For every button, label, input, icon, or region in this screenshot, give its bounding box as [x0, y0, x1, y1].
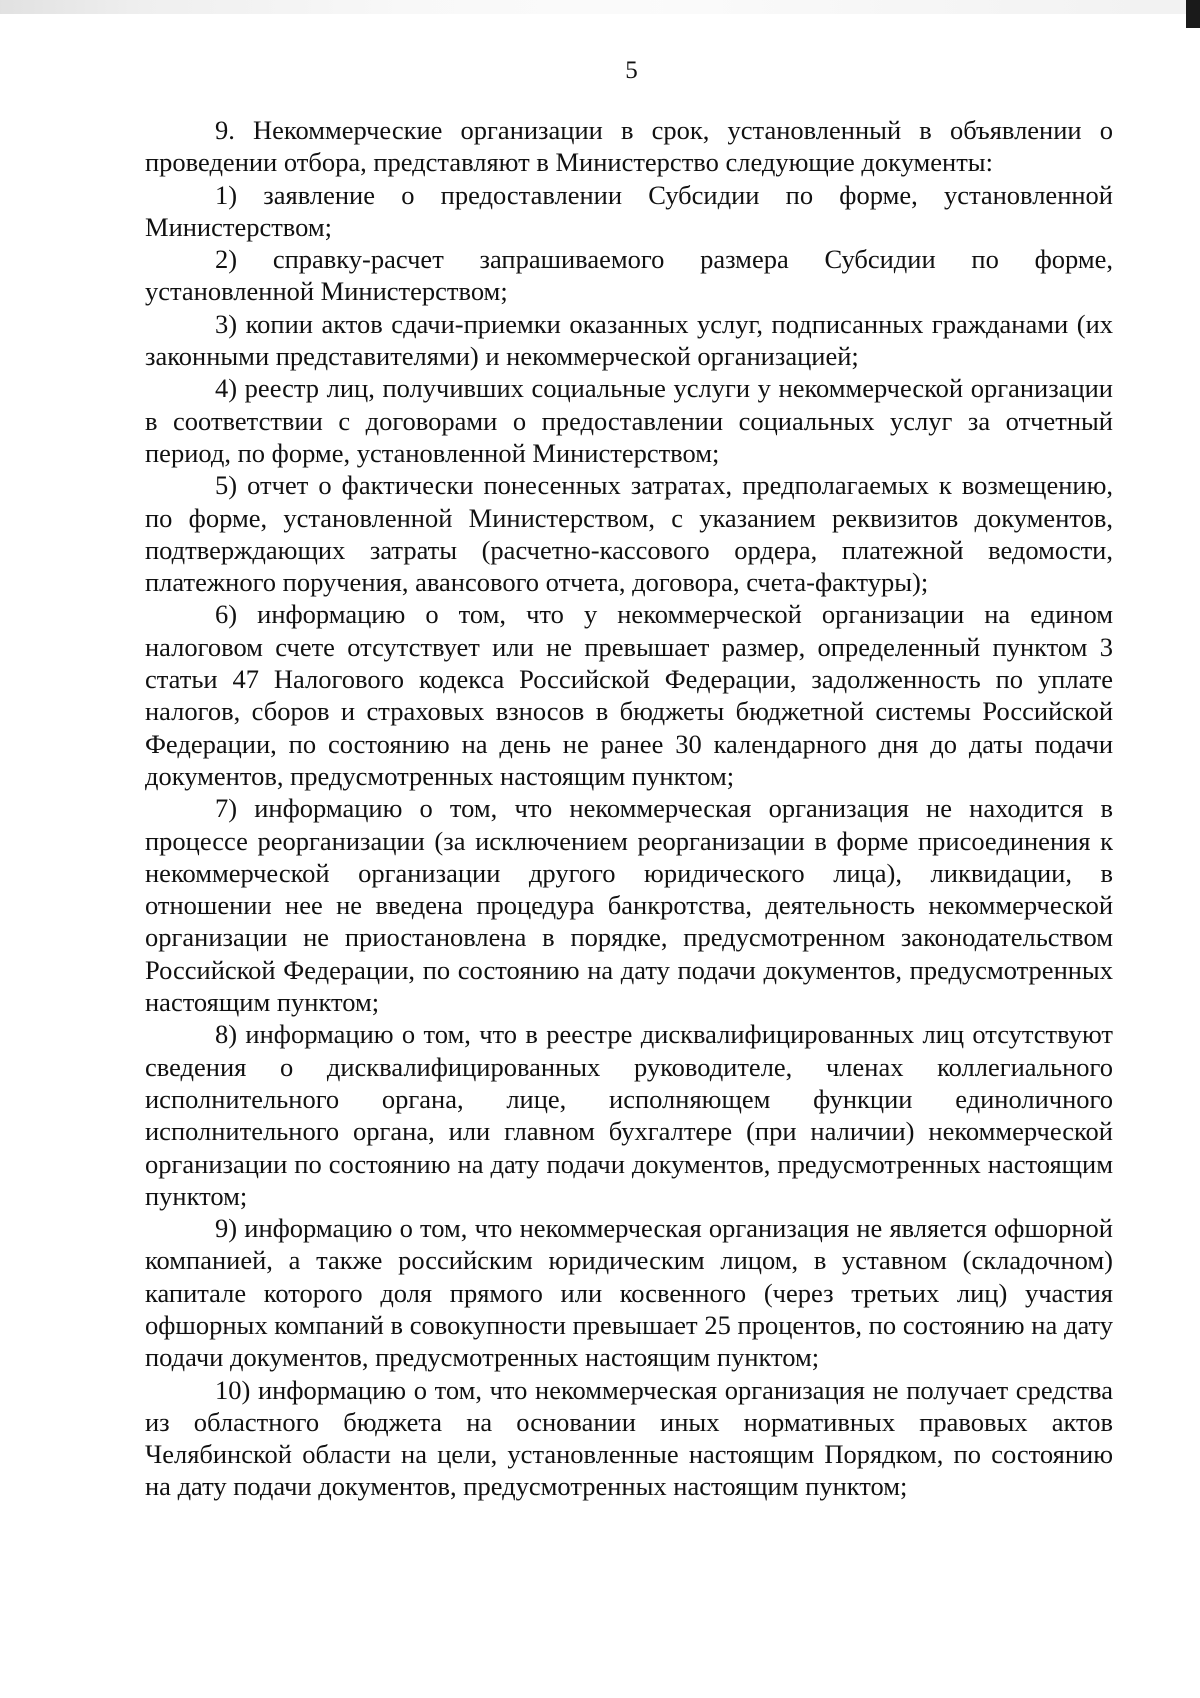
scan-corner-artifact: [1186, 0, 1200, 28]
list-item-4: 4) реестр лиц, получивших социальные услуги у некоммерческой организации в соответствии с договорами о предоставлении социальных услуг за отчетный период, по форме, установленной Министерством;: [145, 373, 1113, 468]
paragraph-item-9: 9. Некоммерческие организации в срок, установленный в объявлении о проведении отбора, представляют в Министерство следующие документы:: [145, 115, 1113, 178]
list-item-1: 1) заявление о предоставлении Субсидии по форме, установленной Министерством;: [145, 179, 1113, 242]
list-item-7: 7) информацию о том, что некоммерческая организация не находится в процессе реорганизации (за исключением реорганизации в форме присоединения к некоммерческой организации другого юридического лица), ликвидации, в отношении нее не введена процедура банкротства, деятельность некоммерческой организации не приостановлена в порядке, предусмотренном законодательством Российской Федерации, по состоянию на дату подачи документов, предусмотренных настоящим пунктом;: [145, 793, 1113, 1018]
page-number: 5: [625, 57, 638, 84]
list-item-10: 10) информацию о том, что некоммерческая организация не получает средства из областного бюджета на основании иных нормативных правовых актов Челябинской области на цели, установленные настоящим Порядком, по состоянию на дату подачи документов, предусмотренных настоящим пунктом;: [145, 1374, 1113, 1502]
list-item-9: 9) информацию о том, что некоммерческая организация не является офшорной компанией, а также российским юридическим лицом, в уставном (складочном) капитале которого доля прямого или косвенного (через третьих лиц) участия офшорных компаний в совокупности превышает 25 процентов, по состоянию на дату подачи документов, предусмотренных настоящим пунктом;: [145, 1213, 1113, 1373]
scan-edge-artifact: [0, 0, 1200, 14]
list-item-6: 6) информацию о том, что у некоммерческой организации на едином налоговом счете отсутствует или не превышает размер, определенный пунктом 3 статьи 47 Налогового кодекса Российской Федерации, задолженность по уплате налогов, сборов и страховых взносов в бюджеты бюджетной системы Российской Федерации, по состоянию на день не ранее 30 календарного дня до даты подачи документов, предусмотренных настоящим пунктом;: [145, 599, 1113, 791]
list-item-8: 8) информацию о том, что в реестре дисквалифицированных лиц отсутствуют сведения о дисквалифицированных руководителе, членах коллегиального исполнительного органа, лице, исполняющем функции единоличного исполнительного органа, или главном бухгалтере (при наличии) некоммерческой организации по состоянию на дату подачи документов, предусмотренных настоящим пунктом;: [145, 1019, 1113, 1211]
list-item-3: 3) копии актов сдачи-приемки оказанных услуг, подписанных гражданами (их законными представителями) и некоммерческой организацией;: [145, 308, 1113, 372]
list-item-2: 2) справку-расчет запрашиваемого размера Субсидии по форме, установленной Министерством;: [145, 244, 1113, 307]
document-body: [145, 114, 1113, 1503]
list-item-5: 5) отчет о фактически понесенных затратах, предполагаемых к возмещению, по форме, установленной Министерством, с указанием реквизитов документов, подтверждающих затраты (расчетно-кассового ордера, платежной ведомости, платежного поручения, авансового отчета, договора, счета-фактуры);: [145, 470, 1113, 598]
